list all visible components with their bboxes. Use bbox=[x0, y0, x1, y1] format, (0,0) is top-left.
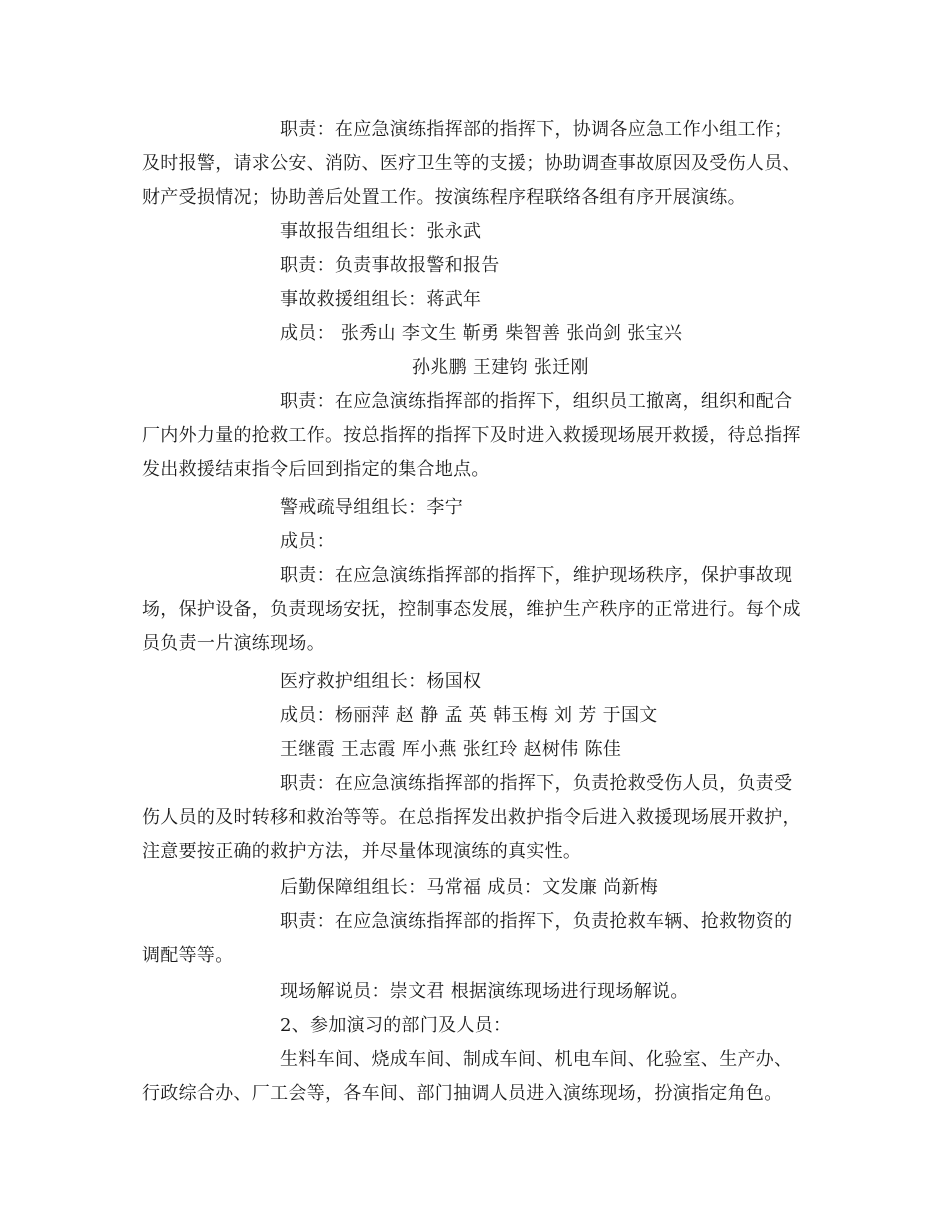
paragraph-line: 职责：在应急演练指挥部的指挥下，组织员工撤离，组织和配合 bbox=[280, 391, 793, 412]
paragraph-line: 生料车间、烧成车间、制成车间、机电车间、化验室、生产办、 bbox=[280, 1049, 793, 1070]
paragraph-line: 职责：在应急演练指挥部的指挥下，维护现场秩序，保护事故现 bbox=[280, 565, 793, 586]
members-line: 成员： 张秀山 李文生 靳勇 柴智善 张尚剑 张宝兴 bbox=[280, 323, 683, 344]
group-leader-line: 事故救援组组长：蒋武年 bbox=[280, 289, 482, 310]
paragraph-line: 财产受损情况；协助善后处置工作。按演练程序程联络各组有序开展演练。 bbox=[142, 187, 746, 208]
members-line: 成员： bbox=[280, 531, 335, 552]
paragraph-line: 职责：在应急演练指挥部的指挥下，负责抢救受伤人员，负责受 bbox=[280, 773, 793, 794]
members-line: 王继霞 王志霞 厍小燕 张红玲 赵树伟 陈佳 bbox=[280, 739, 622, 760]
paragraph-line: 场，保护设备，负责现场安抚，控制事态发展，维护生产秩序的正常进行。每个成 bbox=[142, 599, 801, 620]
members-line: 成员：杨丽萍 赵 静 孟 英 韩玉梅 刘 芳 于国文 bbox=[280, 705, 658, 726]
group-leader-line: 后勤保障组组长：马常福 成员：文发廉 尚新梅 bbox=[280, 877, 659, 898]
narrator-line: 现场解说员：崇文君 根据演练现场进行现场解说。 bbox=[280, 981, 689, 1002]
paragraph-line: 行政综合办、厂工会等，各车间、部门抽调人员进入演练现场，扮演指定角色。 bbox=[142, 1083, 783, 1104]
group-leader-line: 警戒疏导组组长：李宁 bbox=[280, 497, 463, 518]
paragraph-line: 厂内外力量的抢救工作。按总指挥的指挥下及时进入救援现场展开救援，待总指挥 bbox=[142, 425, 801, 446]
paragraph-line: 职责：在应急演练指挥部的指挥下，协调各应急工作小组工作； bbox=[280, 119, 793, 140]
paragraph-line: 伤人员的及时转移和救治等等。在总指挥发出救护指令后进入救援现场展开救护， bbox=[142, 807, 801, 828]
paragraph-line: 发出救援结束指令后回到指定的集合地点。 bbox=[142, 459, 490, 480]
group-leader-line: 事故报告组组长：张永武 bbox=[280, 221, 482, 242]
paragraph-line: 调配等等。 bbox=[142, 945, 234, 966]
paragraph-line: 职责：负责事故报警和报告 bbox=[280, 255, 500, 276]
paragraph-line: 注意要按正确的救护方法，并尽量体现演练的真实性。 bbox=[142, 841, 582, 862]
members-line: 孙兆鹏 王建钧 张迁刚 bbox=[412, 357, 589, 378]
section-heading: 2、参加演习的部门及人员： bbox=[280, 1015, 512, 1036]
paragraph-line: 员负责一片演练现场。 bbox=[142, 633, 325, 654]
paragraph-line: 职责：在应急演练指挥部的指挥下，负责抢救车辆、抢救物资的 bbox=[280, 911, 793, 932]
paragraph-line: 及时报警，请求公安、消防、医疗卫生等的支援；协助调查事故原因及受伤人员、 bbox=[142, 153, 801, 174]
group-leader-line: 医疗救护组组长：杨国权 bbox=[280, 671, 482, 692]
